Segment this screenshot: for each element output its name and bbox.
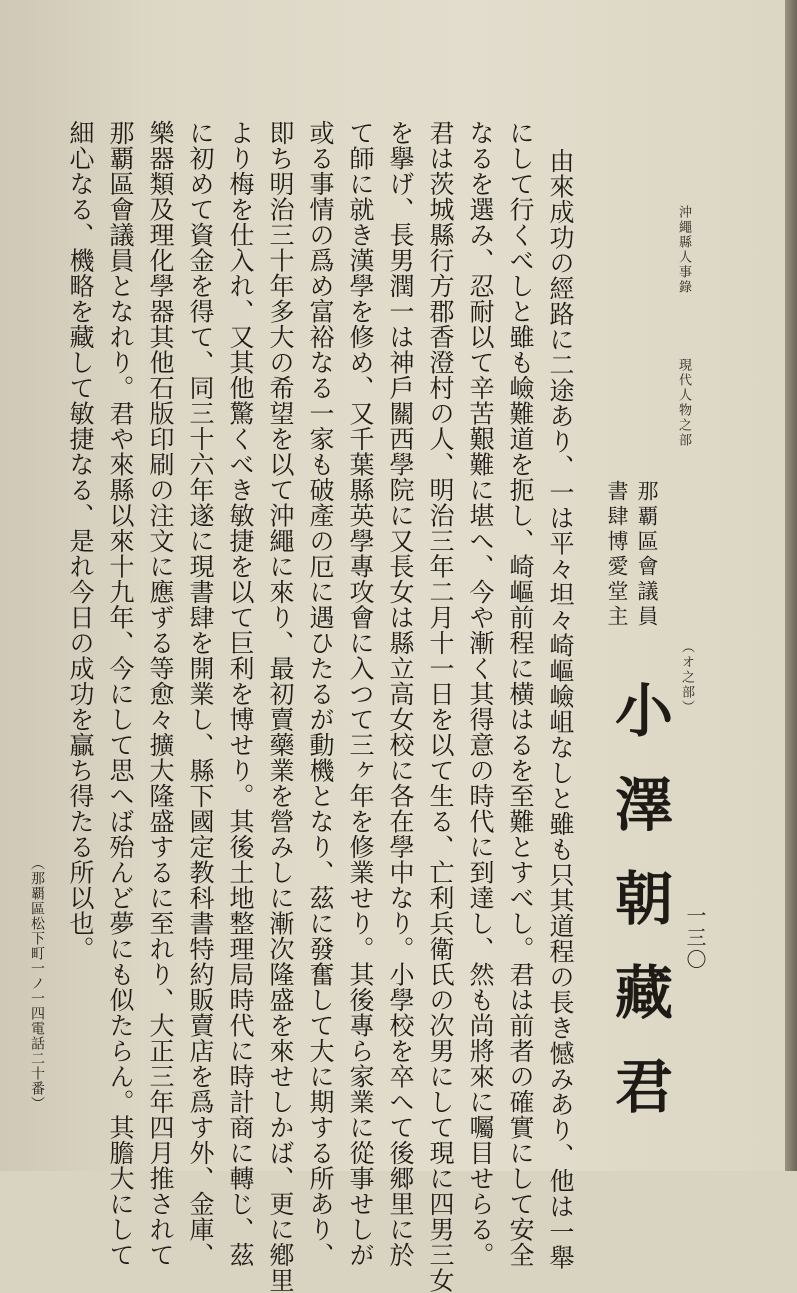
body-column: にして行くべしと雖も嶮難道を扼し、崎嶇前程に横はるを至難とすべし。君は前者の確實にして安全: [506, 120, 535, 1268]
body-column: て師に就き漢學を修め、又千葉縣英學專攻會に入つて三ヶ年を修業せり。其後專ら家業に從事せしが: [346, 120, 375, 1268]
body-column: 或る事情の爲め富裕なる一家も破產の厄に遇ひたるが動機となり、茲に發奮して大に期する所あり、: [306, 120, 335, 1268]
body-column: なるを選み、忍耐以て辛苦艱難に堪へ、今や漸く其得意の時代に到達し、然も尚將來に囑目せらる。: [466, 120, 495, 1268]
position-2: 書肆博愛堂主: [605, 480, 629, 630]
body-column: 樂器類及理化學器其他石版印刷の注文に應ずる等愈々擴大隆盛するに至れり、大正三年四月推されて: [146, 120, 175, 1268]
body-column: より梅を仕入れ、又其他驚くべき敏捷を以て巨利を博せり。其後土地整理局時代に時計商に轉じ、茲: [226, 120, 255, 1268]
address-note: （那覇區松下町一ノ一四電話二十番）: [29, 856, 45, 1111]
book-title: 沖繩縣人事錄: [676, 205, 691, 295]
body-column: 細心なる、機略を藏して敏捷なる、是れ今日の成功を贏ち得たる所以也。: [66, 120, 95, 962]
body-column: 那覇區會議員となれり。君や來縣以來十九年、今にして思へば殆んど夢にも似たらん。其膽大にして: [106, 120, 135, 1268]
body-column: 君は茨城縣行方郡香澄村の人、明治三年二月十一日を以て生る、亡利兵衛氏の次男にして現に四男三女: [426, 120, 455, 1293]
section-title: 現代人物之部: [676, 358, 691, 448]
body-column: 由來成功の經路に二途あり、一は平々坦々崎嶇嶮岨なしと雖も只其道程の長き憾みあり、他は一舉: [546, 148, 575, 1270]
person-name: 小澤朝藏君: [605, 680, 673, 1150]
page-edge: [785, 0, 797, 1171]
body-column: を擧げ、長男潤一は神戶關西學院に又長女は縣立高女校に各在學中なり。小學校を卒へて後郷里に於: [386, 120, 415, 1268]
index-tag: （オ之部）: [679, 640, 694, 715]
page-number: 一三〇: [683, 905, 707, 971]
position-1: 那覇區會議員: [635, 480, 659, 630]
body-column: 即ち明治三十年多大の希望を以て沖繩に來り、最初賣藥業を營みしに漸次隆盛を來せしかば、更に鄕里: [266, 120, 295, 1293]
body-column: に初めて資金を得て、同三十六年遂に現書肆を開業し、縣下國定教科書特約販賣店を爲す外、金庫、: [186, 120, 215, 1268]
